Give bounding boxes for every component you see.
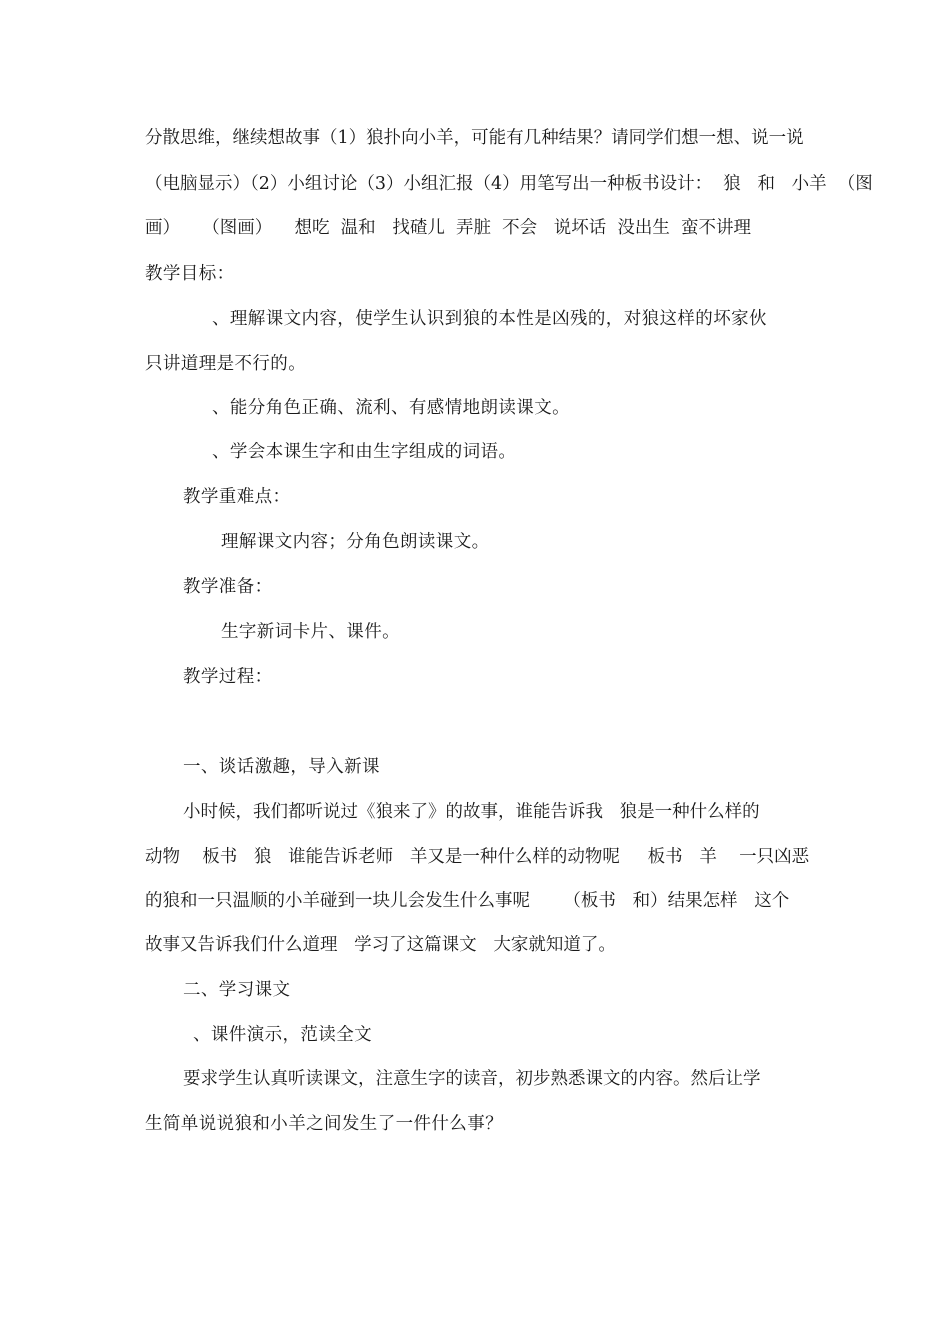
difficulty-text: 理解课文内容；分角色朗读课文。 xyxy=(221,532,490,552)
section1-heading: 一、谈话激趣，导入新课 xyxy=(183,757,380,777)
section1-line-3: 的狼和一只温顺的小羊碰到一块儿会发生什么事呢 （板书 和）结果怎样 这个 xyxy=(145,891,790,911)
difficulty-heading: 教学重难点： xyxy=(183,487,291,507)
preparation-text: 生字新词卡片、课件。 xyxy=(221,622,400,642)
section1-line-4: 故事又告诉我们什么道理 学习了这篇课文 大家就知道了。 xyxy=(145,935,616,955)
section2-subheading: 、课件演示，范读全文 xyxy=(193,1025,372,1045)
objective-2: 、能分角色正确、流利、有感情地朗读课文。 xyxy=(212,398,570,418)
section1-line-1: 小时候，我们都听说过《狼来了》的故事，谁能告诉我 狼是一种什么样的 xyxy=(183,802,760,822)
section2-line-2: 生简单说说狼和小羊之间发生了一件什么事？ xyxy=(145,1114,503,1134)
process-heading: 教学过程： xyxy=(183,667,273,687)
section2-heading: 二、学习课文 xyxy=(183,980,291,1000)
section2-line-1: 要求学生认真听读课文，注意生字的读音，初步熟悉课文的内容。然后让学 xyxy=(183,1069,761,1089)
section1-line-2: 动物 板书 狼 谁能告诉老师 羊又是一种什么样的动物呢 板书 羊 一只凶恶 xyxy=(145,847,810,867)
intro-line-2: （电脑显示）（2）小组讨论（3）小组汇报（4）用笔写出一种板书设计： 狼 和 小羊 （图 xyxy=(145,174,873,194)
objective-1-line-2: 只讲道理是不行的。 xyxy=(145,354,307,374)
preparation-heading: 教学准备： xyxy=(183,577,273,597)
intro-line-1: 分散思维，继续想故事（1）狼扑向小羊，可能有几种结果？请同学们想一想、说一说 xyxy=(145,128,804,148)
objective-1-line-1: 、理解课文内容，使学生认识到狼的本性是凶残的，对狼这样的坏家伙 xyxy=(212,309,767,329)
objective-3: 、学会本课生字和由生字组成的词语。 xyxy=(212,442,517,462)
intro-line-3: 画） （图画） 想吃 温和 找碴儿 弄脏 不会 说坏话 没出生 蛮不讲理 xyxy=(145,218,752,238)
objectives-heading: 教学目标： xyxy=(145,264,235,284)
